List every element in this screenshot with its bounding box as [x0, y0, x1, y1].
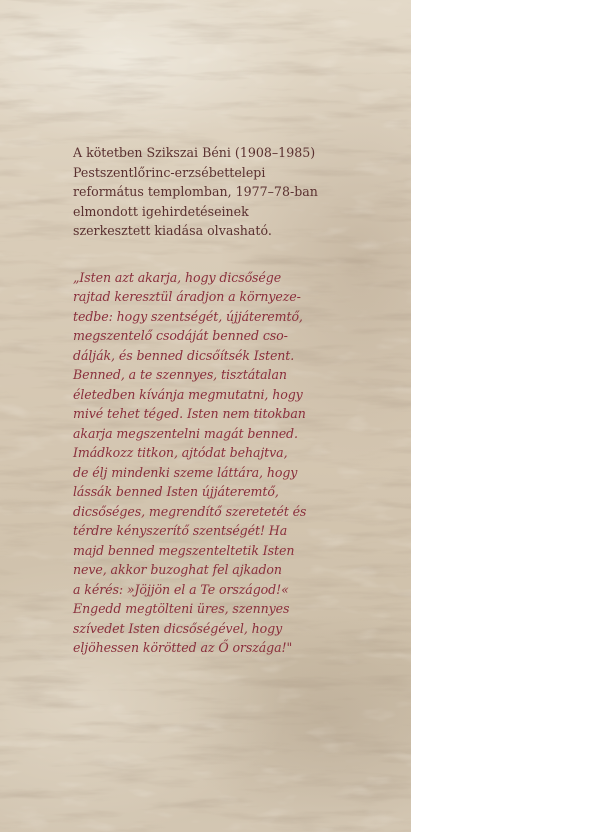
quote-line: életedben kívánja megmutatni, hogy — [73, 386, 303, 402]
quote-line: eljöhessen körötted az Ő országa!" — [73, 640, 293, 655]
quote-line: dálják, és benned dicsőítsék Istent. — [73, 347, 295, 363]
intro-line: református templomban, 1977–78-ban — [73, 184, 318, 199]
intro-line: elmondott igehirdetéseinek — [73, 203, 249, 219]
quote-line: dicsőséges, megrendítő szeretetét és — [73, 503, 307, 519]
intro-line: A kötetben Szikszai Béni (1908–1985) — [73, 145, 316, 160]
quote-line: akarja megszentelni magát benned. — [73, 425, 298, 441]
intro-line: szerkesztett kiadása olvasható. — [73, 223, 272, 238]
intro-paragraph — [73, 143, 335, 241]
back-cover-text — [73, 143, 335, 658]
quote-line: a kérés: »Jöjjön el a Te országod!« — [73, 581, 289, 597]
quote-line: szívedet Isten dicsőségével, hogy — [73, 620, 283, 636]
quote-line: majd benned megszenteltetik Isten — [73, 542, 295, 558]
quote-line: neve, akkor buzoghat fel ajkadon — [73, 562, 282, 577]
quote-line: Engedd megtölteni üres, szennyes — [73, 601, 290, 616]
quote-line: Imádkozz titkon, ajtódat behajtva, — [73, 445, 288, 460]
quote-line: lássák benned Isten újjáteremtő, — [73, 484, 279, 499]
quote-line: mivé tehet téged. Isten nem titokban — [73, 406, 306, 421]
quote-line: megszentelő csodáját benned cso- — [73, 328, 288, 343]
quote-line: tedbe: hogy szentségét, újjáteremtő, — [73, 308, 303, 324]
quote-line: rajtad keresztül áradjon a környeze- — [73, 289, 301, 304]
quote-line: „Isten azt akarja, hogy dicsősége — [73, 269, 282, 285]
quote-line: térdre kényszerítő szentségét! Ha — [73, 523, 288, 538]
quote-line: Benned, a te szennyes, tisztátalan — [73, 367, 287, 382]
quote-line: de élj mindenki szeme láttára, hogy — [73, 464, 298, 480]
intro-line: Pestszentlőrinc-erzsébettelepi — [73, 164, 266, 180]
quote-paragraph — [73, 268, 335, 658]
